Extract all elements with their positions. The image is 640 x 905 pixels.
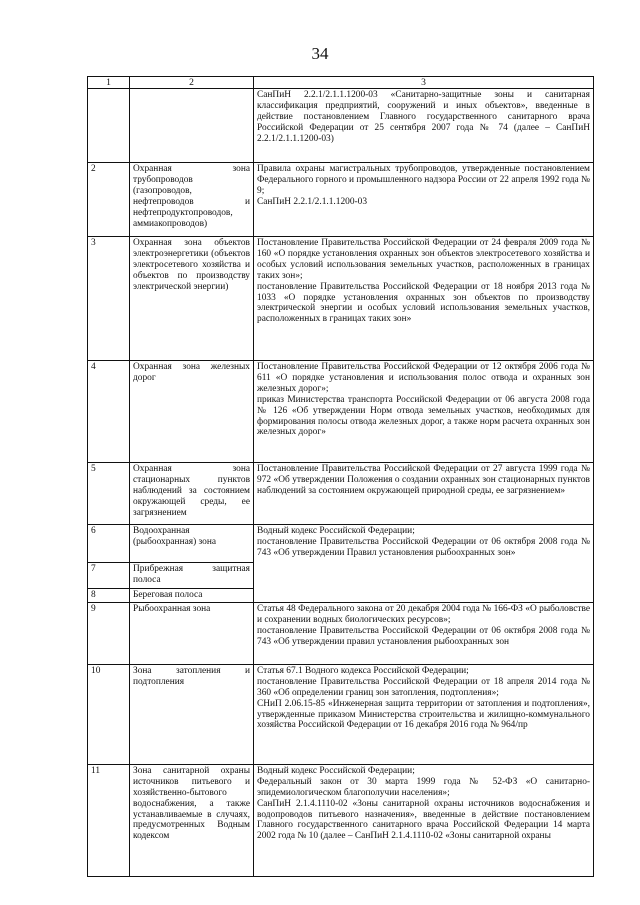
zone-name: Зона санитарной охраны источников питьевого и хозяйственно-бытового водоснабжения, а также устанавливаемые в случаях, предусмотренных Водным кодексом — [130, 764, 254, 876]
row-number: 5 — [88, 463, 130, 525]
table-row — [88, 525, 594, 563]
regulation-cell — [254, 89, 594, 163]
zone-name: Береговая полоса — [130, 589, 254, 603]
regulation-cell — [254, 463, 594, 525]
row-number: 6 — [88, 525, 130, 563]
row-number: 3 — [88, 237, 130, 361]
row-number: 9 — [88, 602, 130, 664]
regulation-cell — [254, 664, 594, 764]
regulation-text: Постановление Правительства Российской Федерации от 27 августа 1999 года № 972 «Об утверждении Положения о создании охранных зон стационарных пунктов наблюдений за состоянием окружающей природной среды, ее загрязнением» — [257, 464, 590, 496]
regulation-cell — [254, 237, 594, 361]
page-number: 34 — [311, 44, 329, 63]
row-number: 7 — [88, 563, 130, 589]
zone-name: Охранная зона стационарных пунктов наблюдений за состоянием окружающей среды, ее загрязнением — [130, 463, 254, 525]
table-row — [88, 764, 594, 876]
table-row — [88, 237, 594, 361]
zone-name: Зона затопления и подтопления — [130, 664, 254, 764]
row-number: 4 — [88, 361, 130, 463]
row-number: 11 — [88, 764, 130, 876]
row-number: 10 — [88, 664, 130, 764]
regulation-text: Постановление Правительства Российской Федерации от 12 октября 2006 года № 611 «О порядке установления и использования полос отвода и охранных зон железных дорог»; — [257, 362, 590, 394]
regulation-text: постановление Правительства Российской Федерации от 06 октября 2008 года № 743 «Об утверждении Правил установления рыбоохранных зон» — [257, 536, 590, 558]
header-col-2: 2 — [130, 77, 254, 89]
regulation-text: СанПиН 2.2.1/2.1.1.1200-03 «Санитарно-защитные зоны и санитарная классификация предприятий, сооружений и иных объектов», введенные в действие постановлением Главного государственного санитарного врача Российской Федерации от 25 сентября 2007 года № 74 (далее – СанПиН 2.2.1/2.1.1.1200-03) — [257, 90, 590, 144]
table-row — [88, 361, 594, 463]
zone-name: Рыбоохранная зона — [130, 602, 254, 664]
zone-name: Охранная зона объектов электроэнергетики (объектов электросетевого хозяйства и объектов по производству электрической энергии) — [130, 237, 254, 361]
regulation-cell — [254, 163, 594, 237]
regulation-cell — [254, 525, 594, 603]
regulation-text: Водный кодекс Российской Федерации; — [257, 526, 415, 536]
regulation-text: Правила охраны магистральных трубопроводов, утвержденные постановлением Федерального горного и промышленного надзора России от 22 апреля 1992 года № 9; — [257, 164, 590, 196]
header-col-3: 3 — [254, 77, 594, 89]
regulation-cell — [254, 361, 594, 463]
regulation-text: СНиП 2.06.15-85 «Инженерная защита территории от затопления и подтопления», утвержденные приказом Министерства строительства и жилищно-коммунального хозяйства Российской Федерации от 16 декабря 2016 года № 964/пр — [257, 698, 590, 731]
zones-table — [87, 76, 594, 877]
regulation-text: постановление Правительства Российской Федерации от 18 апреля 2014 года № 360 «Об определении границ зон затопления, подтопления»; — [257, 676, 590, 698]
row-number: 2 — [88, 163, 130, 237]
regulation-text: постановление Правительства Российской Федерации от 06 октября 2008 года № 743 «Об утверждении правил установления рыбоохранных зон — [257, 625, 590, 647]
regulation-text: Постановление Правительства Российской Федерации от 24 февраля 2009 года № 160 «О порядке установления охранных зон объектов электросетевого хозяйства и особых условий использования земельных участков, расположенных в границах таких зон»; — [257, 238, 590, 281]
table-row — [88, 163, 594, 237]
table-row — [88, 602, 594, 664]
regulation-text: СанПиН 2.2.1/2.1.1.1200-03 — [257, 196, 368, 207]
regulation-text: Статья 48 Федерального закона от 20 декабря 2004 года № 166-ФЗ «О рыболовстве и сохранении водных биологических ресурсов»; — [257, 603, 590, 625]
zone-name: Прибрежная защитная полоса — [130, 563, 254, 589]
table-header-row — [88, 77, 594, 89]
table-row — [88, 463, 594, 525]
regulation-text: приказ Министерства транспорта Российской Федерации от 06 августа 2008 года № 126 «Об утверждении Норм отвода земельных участков, необходимых для формирования полосы отвода железных дорог, а также норм расчета охранных зон железных дорог» — [257, 394, 590, 438]
row-number: 8 — [88, 589, 130, 603]
table-row — [88, 89, 594, 163]
regulation-text: постановление Правительства Российской Федерации от 18 ноября 2013 года № 1033 «О порядке установления охранных зон объектов по производству электрической энергии и особых условий использования земельных участков, расположенных в границах таких зон» — [257, 281, 590, 325]
row-number — [88, 89, 130, 163]
regulation-cell — [254, 602, 594, 664]
regulation-text: Водный кодекс Российской Федерации; — [257, 765, 415, 776]
regulation-text: Статья 67.1 Водного кодекса Российской Федерации; — [257, 665, 469, 676]
zone-name: Охранная зона железных дорог — [130, 361, 254, 463]
zone-name: Охранная зона трубопроводов (газопроводов, нефтепроводов и нефтепродуктопроводов, аммиакопроводов) — [130, 163, 254, 237]
zone-name — [130, 89, 254, 163]
regulation-cell — [254, 764, 594, 876]
table-row — [88, 664, 594, 764]
regulation-text: СанПиН 2.1.4.1110-02 «Зоны санитарной охраны источников водоснабжения и водопроводов питьевого назначения», введенные в действие постановлением Главного государственного санитарного врача Российской Федерации 14 марта 2002 года № 10 (далее – СанПиН 2.1.4.1110-02 «Зоны санитарной охраны — [257, 798, 590, 842]
regulation-text: Федеральный закон от 30 марта 1999 года № 52-ФЗ «О санитарно-эпидемиологическом благополучии населения»; — [257, 776, 590, 798]
header-col-1: 1 — [88, 77, 130, 89]
zone-name: Водоохранная (рыбоохранная) зона — [130, 525, 254, 563]
